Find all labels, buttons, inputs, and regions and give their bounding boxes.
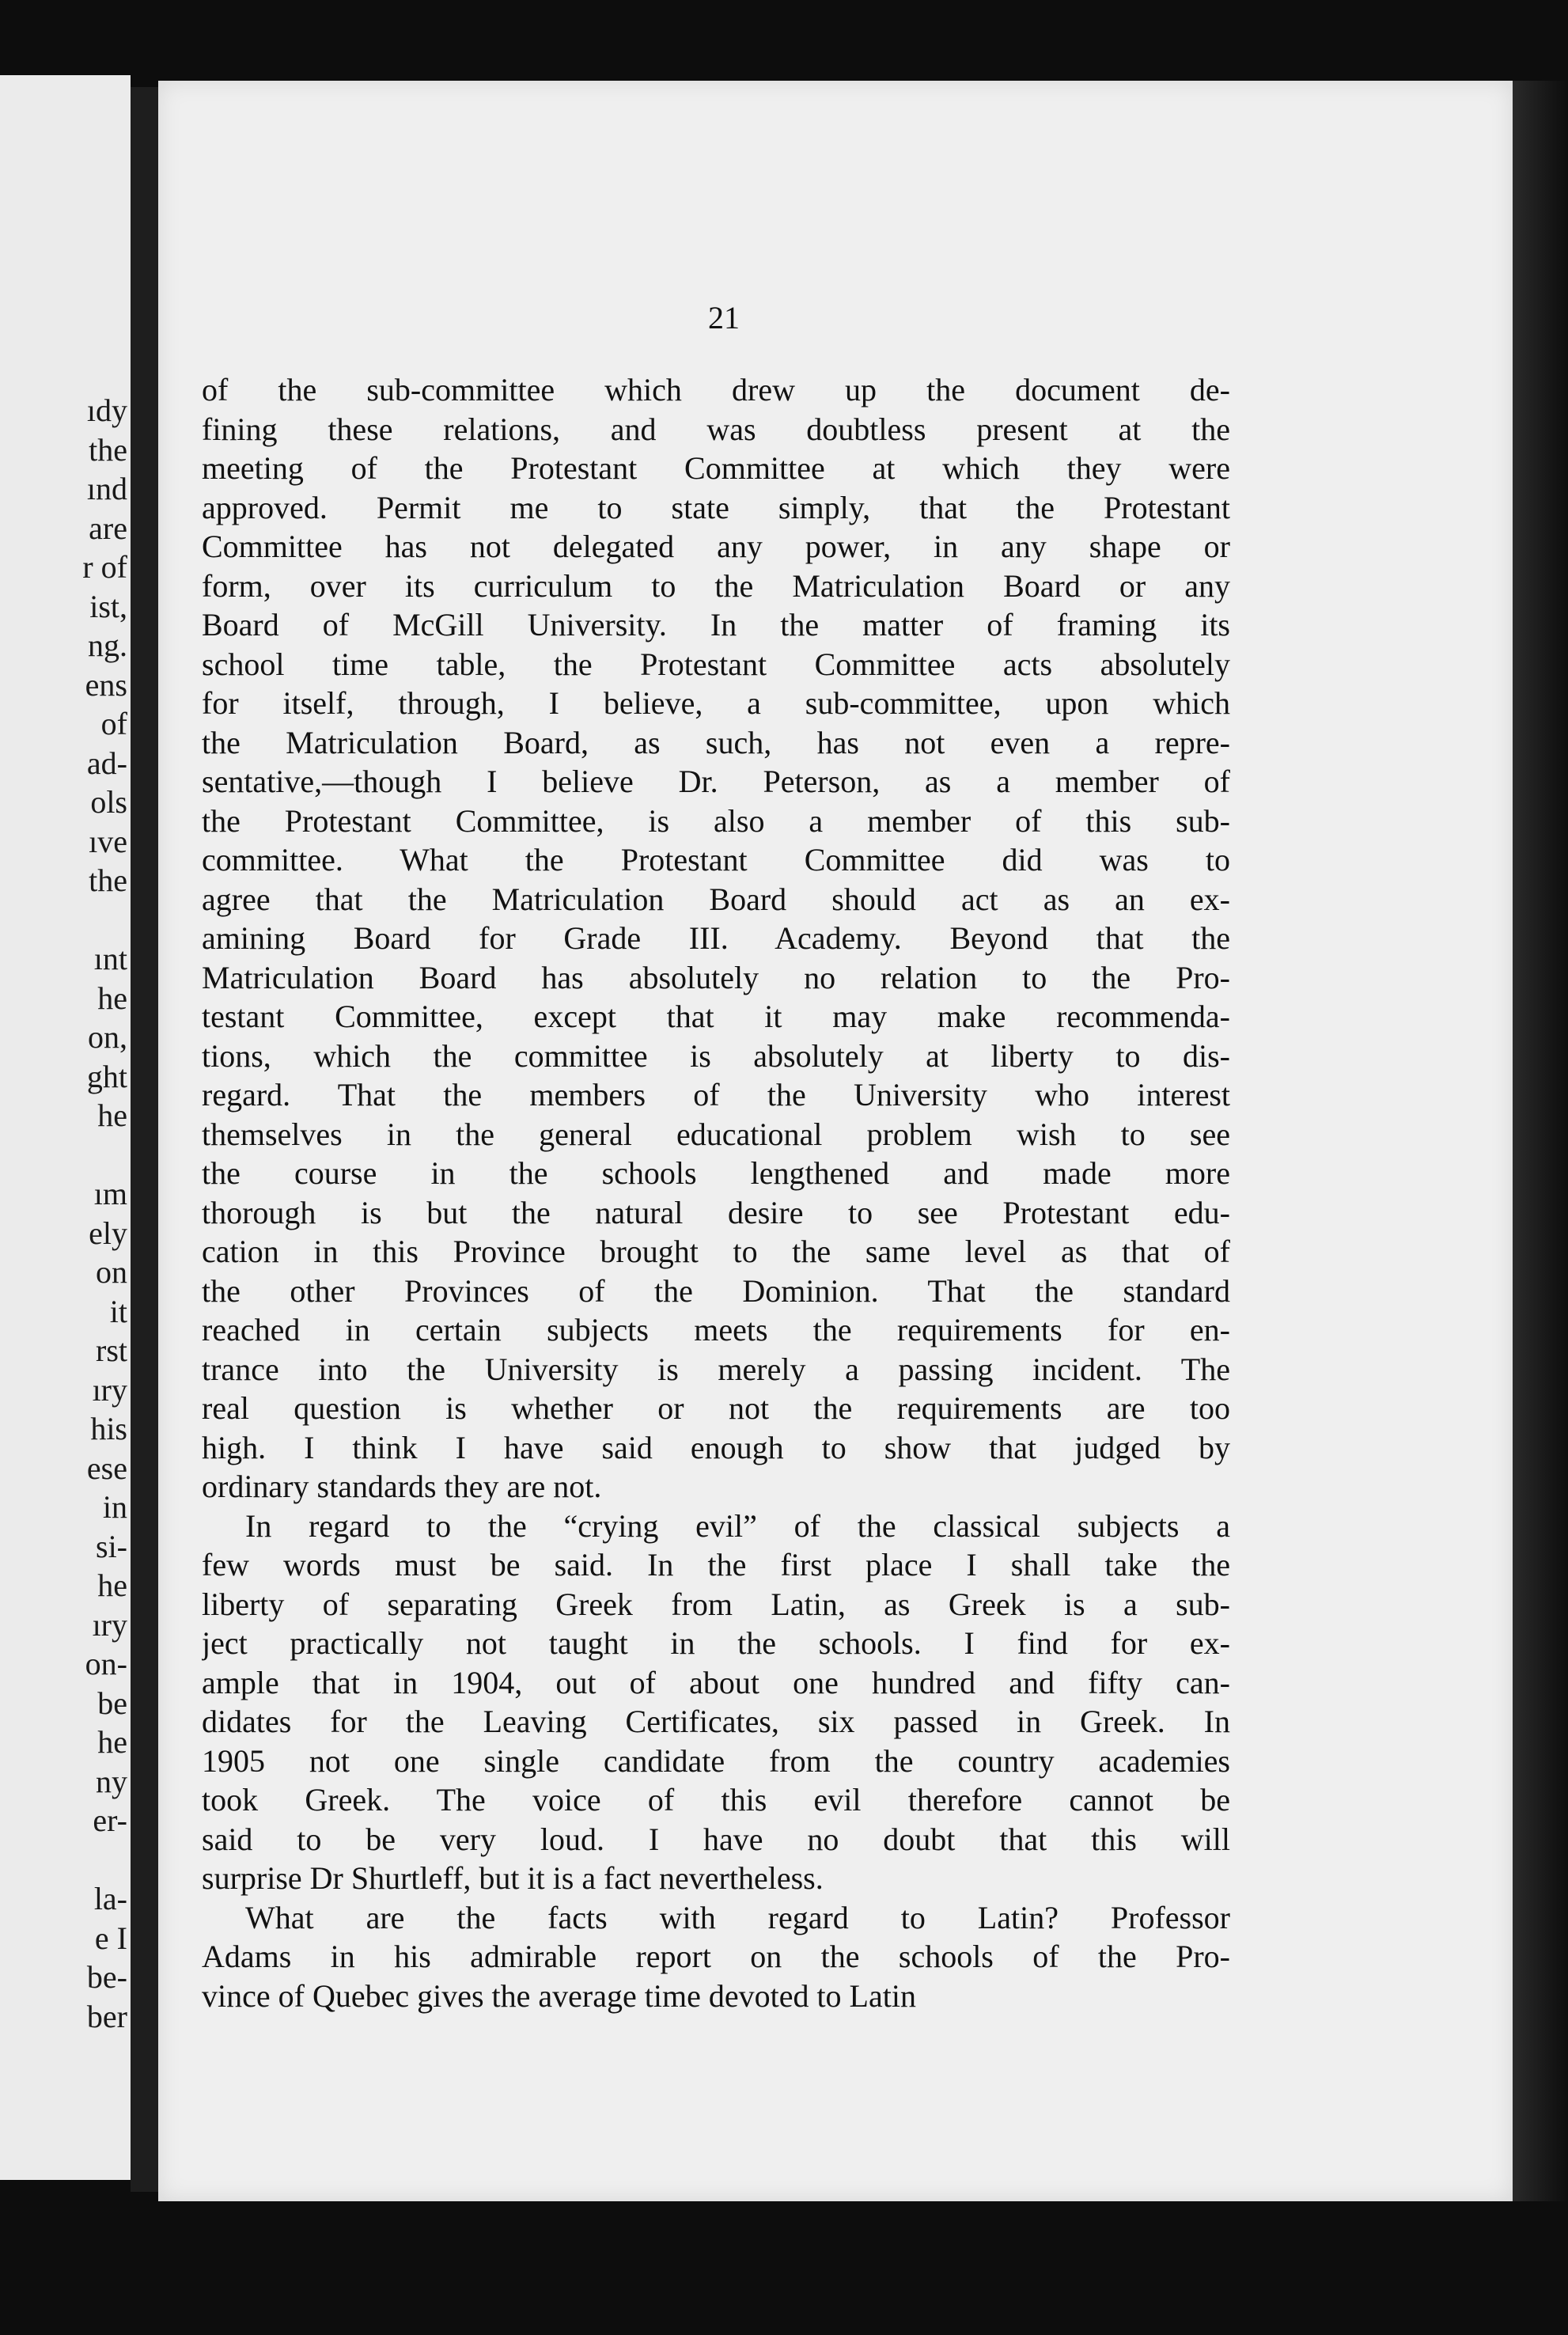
text-line: Committee has not delegated any power, in any shape or	[202, 529, 1230, 564]
left-page-fragment-line: er-	[93, 1802, 127, 1838]
left-page-fragment-line: ber	[86, 1998, 127, 2034]
left-page-fragment-line: ınt	[93, 941, 127, 976]
left-page-fragment-line: he	[97, 1097, 127, 1133]
text-line: ample that in 1904, out of about one hundred and fifty can-	[202, 1664, 1230, 1700]
text-line: the course in the schools lengthened and made more	[202, 1155, 1230, 1191]
text-line: real question is whether or not the requirements are too	[202, 1390, 1230, 1426]
text-line: Matriculation Board has absolutely no relation to the Pro-	[202, 959, 1230, 995]
text-line: thorough is but the natural desire to see Protestant edu-	[202, 1194, 1230, 1230]
left-page-fragment-line: on	[96, 1254, 127, 1290]
left-page-fragment-line: ny	[96, 1763, 127, 1799]
text-line: the Matriculation Board, as such, has not even a repre-	[202, 724, 1230, 760]
text-line: testant Committee, except that it may make recommenda-	[202, 999, 1230, 1034]
book-gutter	[131, 87, 161, 2192]
left-page-fragment-line: ng.	[88, 627, 127, 663]
text-line: for itself, through, I believe, a sub-committee, upon which	[202, 685, 1230, 721]
text-line: vince of Quebec gives the average time devoted to Latin	[202, 1977, 916, 2014]
text-line: committee. What the Protestant Committee did was to	[202, 842, 1230, 878]
left-page-fragment-line: ght	[86, 1058, 127, 1094]
left-page-fragment-line: be	[97, 1685, 127, 1721]
text-line: sentative,—though I believe Dr. Peterson, as a member of	[202, 764, 1230, 799]
text-line: ject practically not taught in the schools. I find for ex-	[202, 1625, 1230, 1661]
left-page-fragment-line: of	[100, 706, 127, 741]
left-page-fragment-line: ad-	[86, 745, 127, 781]
left-page-fragment-line: ıry	[92, 1606, 127, 1643]
text-line: of the sub-committee which drew up the document de-	[202, 372, 1230, 407]
left-page-fragment-line: ıve	[89, 823, 127, 859]
left-page-fragment-line: he	[97, 980, 127, 1016]
left-page-fragment-line: ıdy	[86, 392, 127, 428]
text-line: agree that the Matriculation Board should act as an ex-	[202, 881, 1230, 917]
text-line: Board of McGill University. In the matter of framing its	[202, 607, 1230, 643]
left-page-fragment-line: on,	[88, 1019, 127, 1055]
text-line: said to be very loud. I have no doubt that this will	[202, 1821, 1230, 1857]
page-body-text	[202, 370, 1230, 2015]
left-page-fragment-line: the	[89, 431, 127, 468]
text-line: the Protestant Committee, is also a member of this sub-	[202, 802, 1230, 839]
text-line: liberty of separating Greek from Latin, as Greek is a sub-	[202, 1586, 1230, 1622]
left-page-fragment-line: he	[97, 1567, 127, 1603]
left-page-fragment-line: rst	[96, 1332, 127, 1368]
left-page-fragment-line: ıry	[92, 1371, 127, 1408]
left-page-fragment-line: ım	[93, 1176, 127, 1211]
text-line: In regard to the “crying evil” of the classical subjects a	[245, 1507, 1230, 1544]
text-line: school time table, the Protestant Committee acts absolutely	[202, 646, 1230, 682]
text-line: high. I think I have said enough to show that judged by	[202, 1429, 1230, 1465]
text-line: the other Provinces of the Dominion. That the standard	[202, 1272, 1230, 1309]
text-line: ordinary standards they are not.	[202, 1469, 602, 1504]
left-page-fragment-line: ols	[90, 784, 127, 820]
left-page-fragment-line: e I	[94, 1920, 127, 1956]
text-line: trance into the University is merely a passing incident. The	[202, 1351, 1230, 1387]
left-page-fragment-line: it	[109, 1293, 127, 1329]
text-line: themselves in the general educational problem wish to see	[202, 1116, 1230, 1152]
left-page-fragment-line: the	[89, 862, 127, 898]
text-line: surprise Dr Shurtleff, but it is a fact nevertheless.	[202, 1860, 824, 1896]
page-number: 21	[708, 300, 740, 335]
text-line: reached in certain subjects meets the requirements for en-	[202, 1312, 1230, 1348]
text-line: fining these relations, and was doubtless present at the	[202, 411, 1230, 447]
text-line: few words must be said. In the first place I shall take the	[202, 1547, 1230, 1583]
text-line: didates for the Leaving Certificates, six passed in Greek. In	[202, 1704, 1230, 1739]
left-page-fragment-line: r of	[82, 549, 127, 585]
left-page-fragment-line: ese	[86, 1450, 127, 1486]
page-edge-shadow	[1513, 81, 1568, 2201]
text-line: meeting of the Protestant Committee at which they were	[202, 450, 1230, 486]
text-line: Adams in his admirable report on the schools of the Pro-	[202, 1939, 1230, 1974]
left-page-fragment-line: his	[90, 1411, 127, 1446]
text-line: approved. Permit me to state simply, that the Protestant	[202, 489, 1230, 525]
left-page-fragment-line: ist,	[89, 588, 127, 624]
left-page-fragment-line: on-	[85, 1646, 127, 1681]
left-page-fragment-line: be-	[86, 1959, 127, 1995]
text-line: What are the facts with regard to Latin? Professor	[245, 1899, 1230, 1935]
text-line: regard. That the members of the University who interest	[202, 1077, 1230, 1113]
left-page-fragment-line: he	[97, 1724, 127, 1760]
left-page-fragment-line: ens	[85, 666, 127, 703]
left-page-fragment-line: in	[102, 1489, 127, 1525]
text-line: amining Board for Grade III. Academy. Beyond that the	[202, 920, 1230, 956]
left-page-fragment-line: ınd	[86, 471, 127, 506]
text-line: form, over its curriculum to the Matriculation Board or any	[202, 567, 1230, 604]
left-page-fragment-line: are	[89, 510, 127, 546]
text-line: took Greek. The voice of this evil therefore cannot be	[202, 1782, 1230, 1818]
left-page-fragment-line: la-	[93, 1881, 127, 1916]
left-page-fragment-line: ely	[89, 1215, 127, 1251]
left-page-fragment	[0, 75, 131, 2180]
left-page-fragment-line: si-	[96, 1528, 127, 1564]
text-line: cation in this Province brought to the same level as that of	[202, 1234, 1230, 1269]
text-line: tions, which the committee is absolutely at liberty to dis-	[202, 1037, 1230, 1074]
text-line: 1905 not one single candidate from the country academies	[202, 1742, 1230, 1779]
